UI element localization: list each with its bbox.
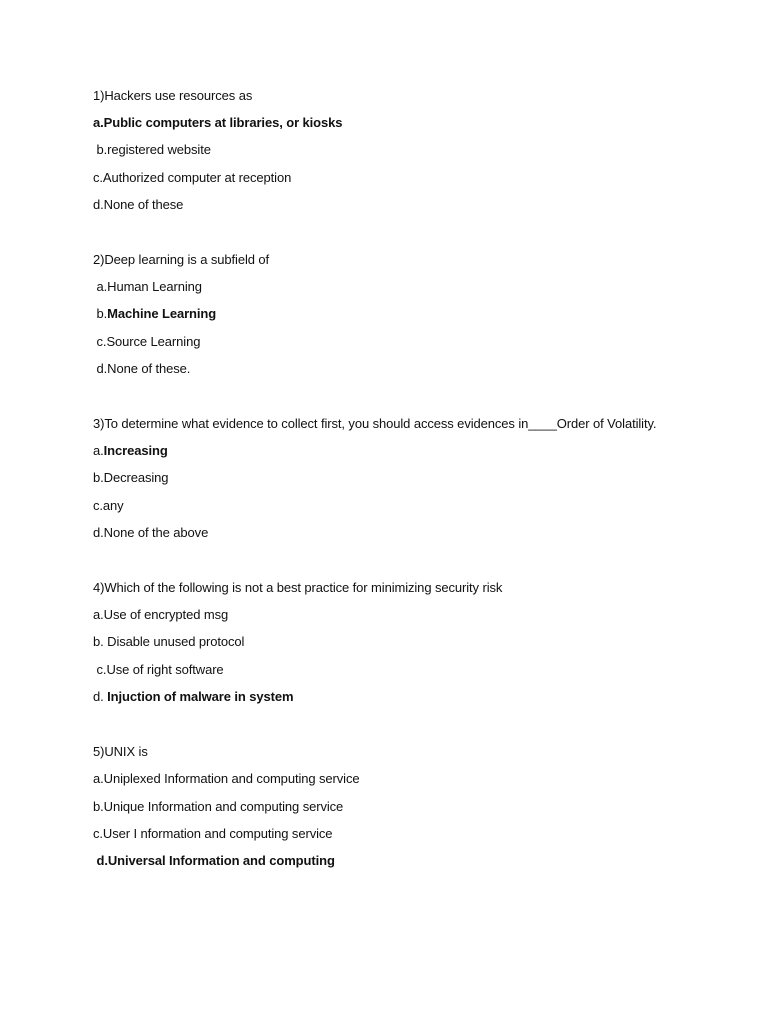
option-prefix: a. [93, 771, 104, 786]
option-text: Use of right software [106, 662, 224, 677]
option-prefix: c. [93, 826, 103, 841]
option-prefix: b. [93, 799, 104, 814]
question-2-option-b [93, 306, 216, 322]
question-5-option-c [93, 826, 332, 842]
option-text: User I nformation and computing service [102, 826, 333, 841]
question-5-option-a [93, 771, 360, 787]
option-prefix: a. [93, 607, 104, 622]
option-text: Human Learning [107, 279, 202, 294]
option-prefix: b. [93, 470, 104, 485]
option-text: Universal Information and computing [107, 853, 335, 868]
option-prefix: c. [93, 498, 103, 513]
question-1-stem: 1)Hackers use resources as [93, 88, 253, 103]
option-text: Injuction of malware in system [107, 689, 294, 704]
option-prefix: c. [93, 170, 103, 185]
option-text: None of the above [103, 525, 209, 540]
option-prefix: d. [93, 197, 104, 212]
option-text: Decreasing [103, 470, 169, 485]
question-3-option-a [93, 443, 168, 459]
option-text: None of these [103, 197, 184, 212]
question-2-stem: 2)Deep learning is a subfield of [93, 252, 270, 267]
option-prefix: d. [93, 525, 104, 540]
question-4-option-b [93, 634, 244, 650]
question-3-option-d [93, 525, 208, 541]
question-4-stem: 4)Which of the following is not a best practice for minimizing security risk [93, 580, 503, 595]
option-text: Public computers at libraries, or kiosks [103, 115, 343, 130]
question-1-option-d [93, 197, 183, 213]
option-prefix: a. [93, 115, 104, 130]
option-prefix: d. [93, 689, 108, 704]
option-text: any [102, 498, 124, 513]
question-3-stem: 3)To determine what evidence to collect first, you should access evidences in____Order of Volatility. [93, 416, 657, 431]
question-2-option-c [93, 334, 200, 350]
option-text: Disable unused protocol [107, 634, 245, 649]
option-prefix: c. [93, 662, 107, 677]
question-1-option-b [93, 142, 211, 158]
question-2-option-d [93, 361, 190, 377]
option-prefix: d. [93, 853, 108, 868]
option-text: Use of encrypted msg [103, 607, 229, 622]
option-prefix: c. [93, 334, 107, 349]
option-prefix: b. [93, 142, 108, 157]
question-5-option-b [93, 799, 343, 815]
option-text: Machine Learning [107, 306, 217, 321]
question-4-option-a [93, 607, 228, 623]
question-3-option-c [93, 498, 124, 514]
option-prefix: a. [93, 279, 108, 294]
question-4-option-c [93, 662, 224, 678]
option-prefix: b. [93, 306, 108, 321]
question-5-stem: 5)UNIX is [93, 744, 148, 759]
option-text: Unique Information and computing service [103, 799, 344, 814]
question-4-option-d [93, 689, 293, 705]
question-1-option-c [93, 170, 291, 186]
option-text: Uniplexed Information and computing service [103, 771, 360, 786]
option-text: Authorized computer at reception [102, 170, 292, 185]
option-prefix: d. [93, 361, 108, 376]
option-text: registered website [107, 142, 211, 157]
question-2-option-a [93, 279, 202, 295]
option-prefix: b. [93, 634, 108, 649]
question-1-option-a [93, 115, 342, 131]
question-5-option-d [93, 853, 335, 869]
question-3-option-b [93, 470, 168, 486]
option-text: None of these. [107, 361, 191, 376]
option-text: Source Learning [106, 334, 201, 349]
option-text: Increasing [103, 443, 168, 458]
option-prefix: a. [93, 443, 104, 458]
